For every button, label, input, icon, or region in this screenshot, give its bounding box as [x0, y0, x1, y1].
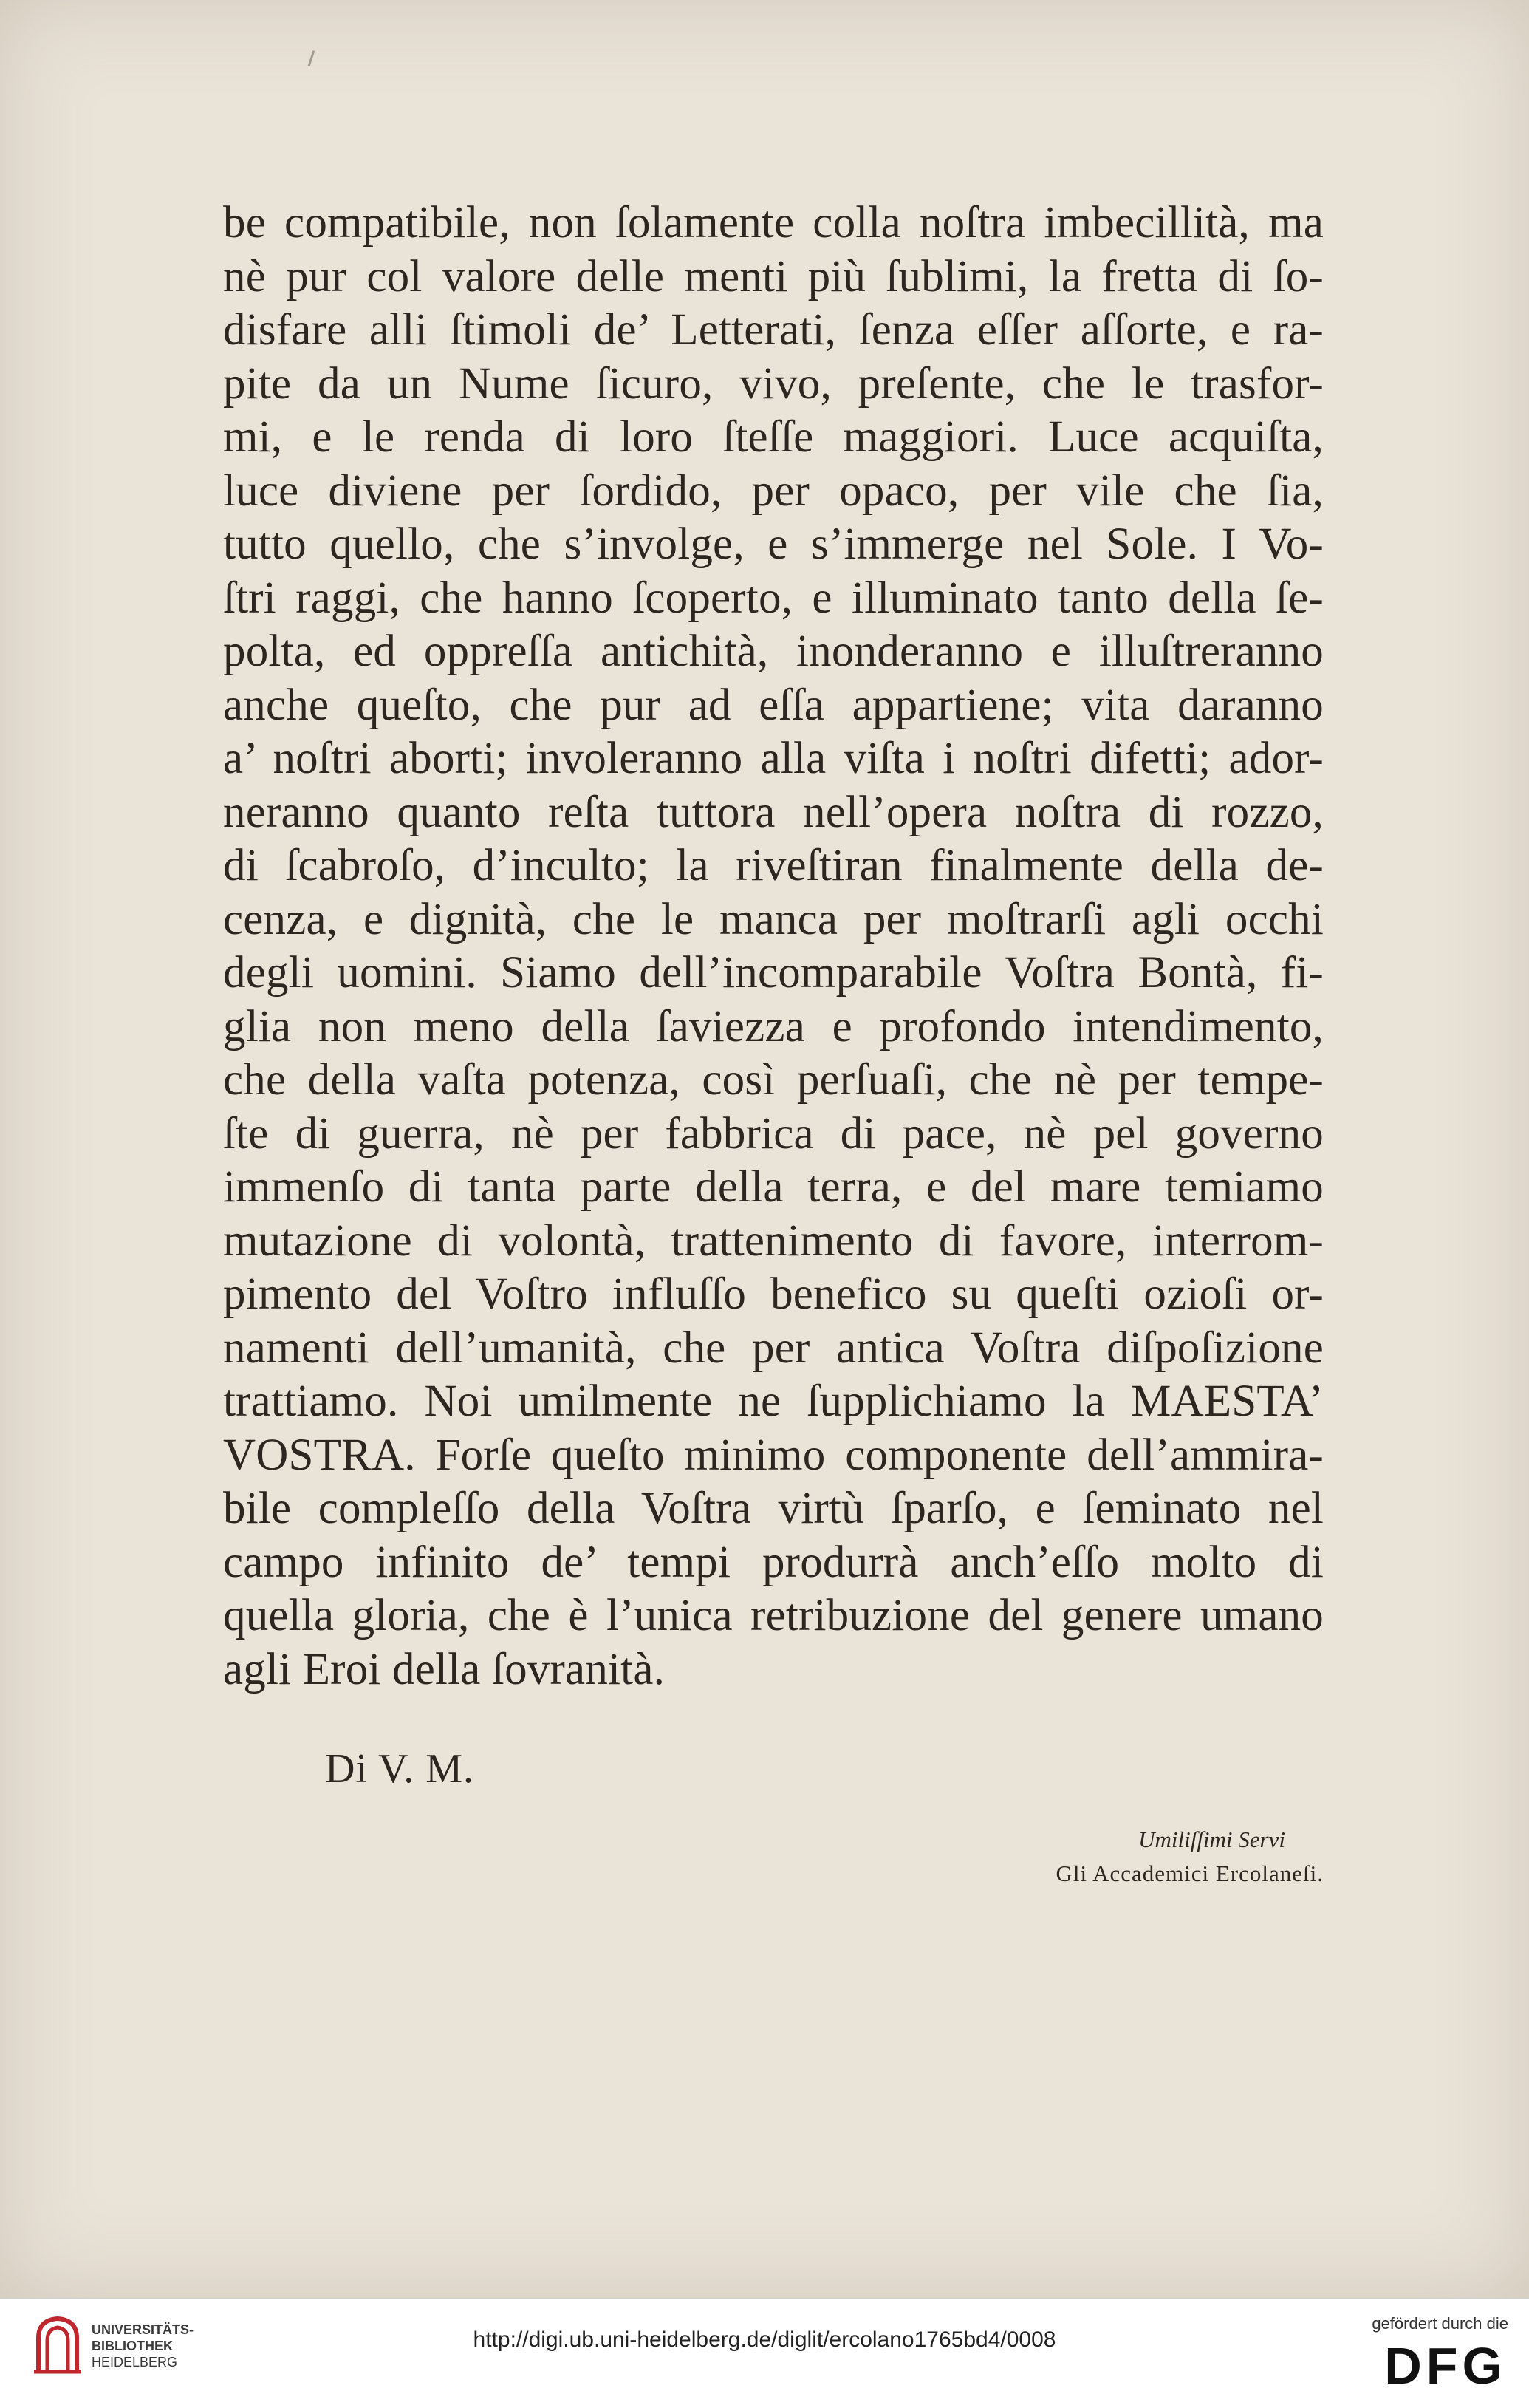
text-line: quella gloria, che è l’unica retribuzione del genere umano [223, 1591, 1324, 1640]
text-line: cenza, e dignità, che le manca per moſtrarſi agli occhi [223, 894, 1324, 944]
text-line: tutto quello, che s’involge, e s’immerge nel Sole. I Vo- [223, 519, 1324, 569]
text-line: be compatibile, non ſolamente colla noſtra imbecillità, ma [223, 198, 1324, 248]
text-line: disfare alli ſtimoli de’ Letterati, ſenza eſſer aſſorte, e ra- [223, 305, 1324, 355]
permalink-url[interactable]: http://digi.ub.uni-heidelberg.de/diglit/ercolano1765bd4/0008 [473, 2327, 1056, 2352]
text-line: degli uomini. Siamo dell’incomparabile Voſtra Bontà, fi- [223, 948, 1324, 997]
text-line: neranno quanto reſta tuttora nell’opera noſtra di rozzo, [223, 787, 1324, 837]
text-line: VOSTRA. Forſe queſto minimo componente dell’ammira- [223, 1430, 1324, 1480]
text-line: di ſcabroſo, d’inculto; la riveſtiran finalmente della de- [223, 841, 1324, 890]
closing-salutation: Di V. M. [325, 1746, 475, 1792]
text-line: mi, e le renda di loro ſteſſe maggiori. Luce acquiſta, [223, 412, 1324, 462]
viewer-footer [0, 2298, 1529, 2408]
text-line: agli Eroi della ſovranità. [223, 1644, 666, 1694]
text-line: pimento del Voſtro influſſo benefico su queſti ozioſi or- [223, 1269, 1324, 1319]
text-line: anche queſto, che pur ad eſſa appartiene; vita daranno [223, 680, 1324, 730]
text-line: mutazione di volontà, trattenimento di favore, interrom- [223, 1215, 1324, 1266]
signature-line-2: Gli Accademici Ercolaneſi. [1056, 1860, 1324, 1886]
body-text [223, 197, 1324, 1696]
text-line: trattiamo. Noi umilmente ne ſupplichiamo la MAESTA’ [223, 1377, 1324, 1426]
text-line: che della vaſta potenza, così perſuaſi, che nè per tempe- [223, 1055, 1324, 1105]
text-line: polta, ed oppreſſa antichità, inonderanno e illuſtreranno [223, 627, 1324, 676]
paper-mark [308, 50, 315, 66]
text-line: a’ noſtri aborti; involeranno alla viſta i noſtri difetti; ador- [223, 734, 1324, 783]
signature-line-1: Umiliſſimi Servi [1138, 1827, 1285, 1852]
text-line: ſtri raggi, che hanno ſcoperto, e illuminato tanto della ſe- [223, 573, 1324, 623]
funded-by-label: gefördert durch die [1372, 2314, 1508, 2333]
text-line: namenti dell’umanità, che per antica Voſtra diſpoſizione [223, 1323, 1324, 1373]
text-line: campo infinito de’ tempi produrrà anch’eſſo molto di [223, 1537, 1324, 1587]
library-name-line: UNIVERSITÄTS- [92, 2322, 194, 2337]
text-line: nè pur col valore delle menti più ſublimi, la fretta di ſo- [223, 251, 1324, 301]
dfg-logo: DFG [1384, 2337, 1507, 2395]
library-name-line: BIBLIOTHEK [92, 2339, 173, 2353]
text-line: pite da un Nume ſicuro, vivo, preſente, che le trasfor- [223, 358, 1324, 409]
library-name-line: HEIDELBERG [92, 2355, 178, 2370]
text-line: glia non meno della ſaviezza e profondo intendimento, [223, 1001, 1324, 1051]
text-line: bile compleſſo della Voſtra virtù ſparſo, e ſeminato nel [223, 1484, 1324, 1533]
text-line: ſte di guerra, nè per fabbrica di pace, nè pel governo [223, 1108, 1324, 1159]
text-line: immenſo di tanta parte della terra, e del mare temiamo [223, 1162, 1324, 1212]
text-line: luce diviene per ſordido, per opaco, per vile che ſia, [223, 465, 1324, 516]
